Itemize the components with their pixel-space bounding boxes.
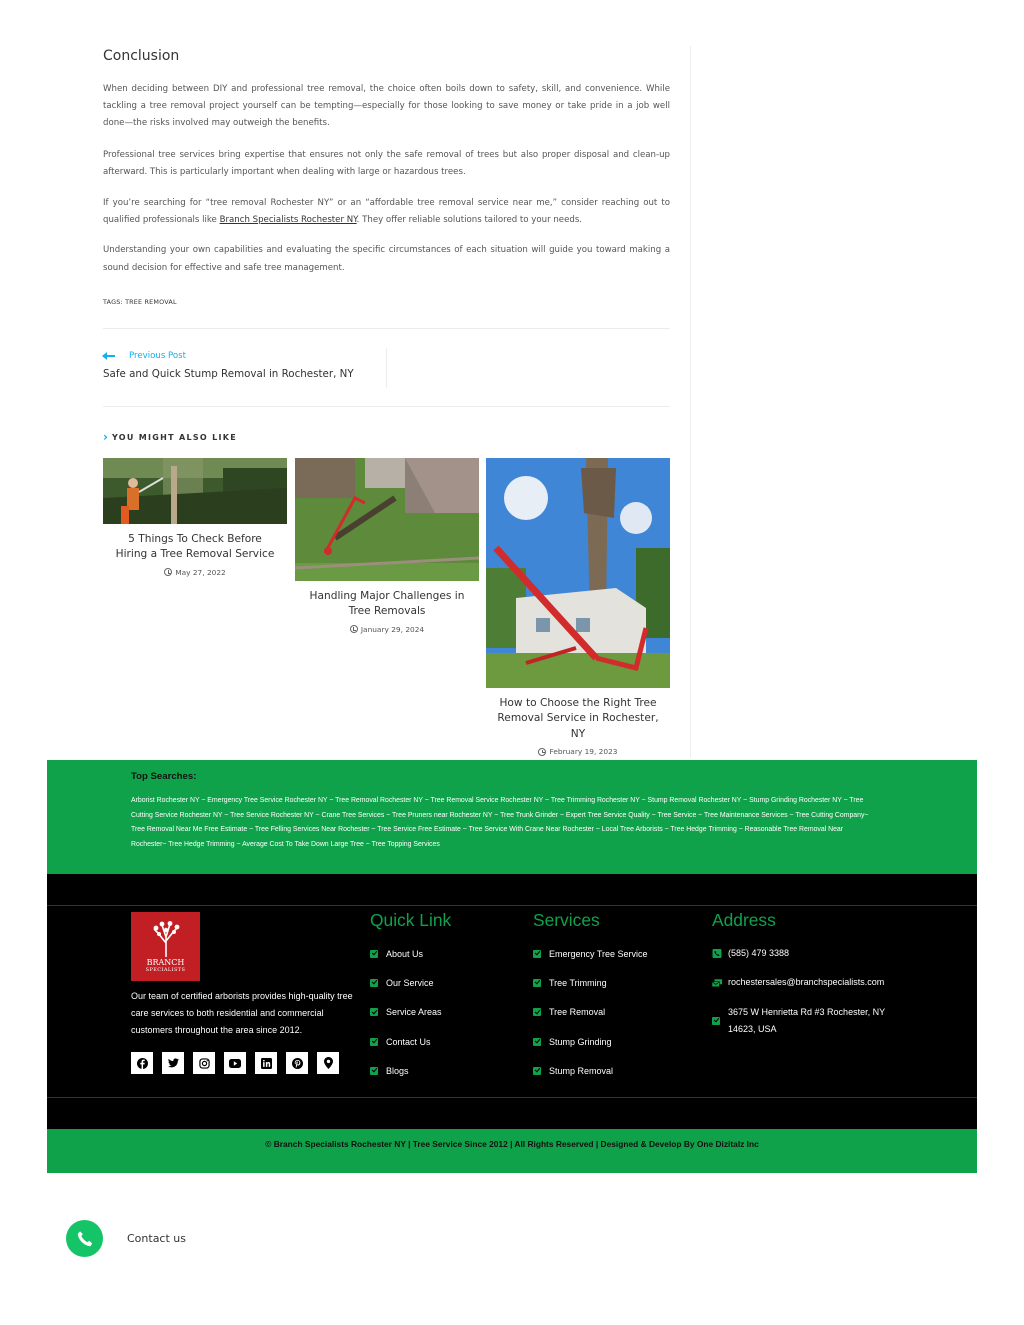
- top-searches-section: [47, 760, 977, 874]
- instagram-icon[interactable]: [193, 1052, 215, 1074]
- related-post-date: [295, 625, 479, 634]
- divider: [103, 406, 670, 407]
- mail-bulk-icon: [712, 979, 722, 987]
- article-body: [103, 46, 670, 757]
- divider: [47, 905, 977, 906]
- related-post-title[interactable]: How to Choose the Right Tree Removal Service in Rochester, NY: [497, 697, 659, 740]
- stump-grinding-link[interactable]: Stump Grinding: [549, 1036, 612, 1047]
- related-post-thumbnail[interactable]: [295, 458, 479, 581]
- date-text: January 29, 2024: [360, 624, 425, 634]
- divider: [47, 1097, 977, 1098]
- contact-us-label[interactable]: Contact us: [123, 1229, 190, 1248]
- quick-links-list: [370, 939, 451, 1085]
- contact-us-link[interactable]: Contact Us: [386, 1036, 431, 1047]
- services-heading: Services: [533, 910, 600, 930]
- tree-logo-icon: [152, 921, 180, 957]
- paragraph: When deciding between DIY and professional tree removal, the choice often boils down to safety, skill, and convenience. While tackling a tree removal project yourself can be tempting—especially for those looking to save money or take pride in a job well done—the risks involved may outweigh the benefits.: [103, 84, 670, 129]
- divider: [103, 328, 670, 329]
- address-column: [712, 908, 902, 1044]
- check-square-icon: [370, 1038, 378, 1046]
- call-button[interactable]: [66, 1220, 103, 1257]
- check-square-icon: [370, 950, 378, 958]
- arrow-left-icon: [103, 355, 115, 357]
- related-post-thumbnail[interactable]: [103, 458, 287, 524]
- top-searches-heading: Top Searches:: [131, 771, 197, 782]
- tags-label: TAGS:: [103, 298, 123, 306]
- related-post-thumbnail[interactable]: [486, 458, 670, 688]
- previous-post-label-text: Previous Post: [129, 351, 187, 361]
- about-text: Our team of certified arborists provides high-quality tree care services to both residential and commercial customers throughout the area since 2012.: [131, 991, 353, 1035]
- related-post-date: [486, 747, 670, 756]
- clock-icon: [350, 625, 358, 633]
- quick-links-heading: Quick Link: [370, 910, 452, 930]
- street-address: 3675 W Henrietta Rd #3 Rochester, NY 14623, USA: [728, 1006, 885, 1034]
- logo-line2: SPECIALISTS: [145, 967, 186, 973]
- list-item: [533, 1027, 648, 1056]
- phone-link[interactable]: (585) 479 3388: [728, 948, 790, 959]
- previous-post-title: Safe and Quick Stump Removal in Rochester, NY: [103, 368, 354, 380]
- phone-item: [712, 939, 902, 968]
- related-post-date: [103, 568, 287, 577]
- related-post-card: [486, 458, 670, 756]
- check-square-icon: [370, 1008, 378, 1016]
- twitter-icon[interactable]: [162, 1052, 184, 1074]
- check-square-icon: [533, 950, 541, 958]
- previous-post-label: [103, 348, 388, 364]
- address-heading: Address: [712, 910, 776, 930]
- section-heading: Conclusion: [103, 48, 180, 64]
- check-square-icon: [533, 1038, 541, 1046]
- logo-line1: BRANCH: [146, 958, 185, 967]
- related-post-title[interactable]: Handling Major Challenges in Tree Removals: [309, 590, 465, 618]
- check-square-icon: [370, 979, 378, 987]
- paragraph-text: . They offer reliable solutions tailored to your needs.: [356, 215, 583, 226]
- our-service-link[interactable]: Our Service: [386, 977, 434, 988]
- divider: [386, 348, 387, 388]
- check-square-icon: [533, 979, 541, 987]
- paragraph: Understanding your own capabilities and evaluating the specific circumstances of each situation will guide you toward making a sound decision for effective and safe tree management.: [103, 245, 670, 273]
- arborist-photo-image: [103, 458, 287, 524]
- top-searches-text: Arborist Rochester NY ~ Emergency Tree Service Rochester NY ~ Tree Removal Rochester NY ~ Tree Removal Service Rochester NY ~ Tree Trimming Rochester NY ~ Stump Removal Rochester NY ~ Stump Grinding Rochester NY ~ Tree Cutting Service Rochester NY ~ Tree Service Rochester NY ~ Crane Tree Services ~ Tree Pruners near Rochester NY ~ Tree Trunk Grinder ~ Expert Tree Service Quality ~ Tree Service ~ Tree Maintenance Services ~ Tree Cutting Company~ Tree Removal Near Me Free Estimate ~ Tree Felling Services Near Rochester ~ Tree Service Free Estimate ~ Tree Service With Crane Near Rochester ~ Local Tree Arborists ~ Tree Hedge Trimming ~ Reasonable Tree Removal Near Rochester~ Tree Hedge Trimming ~ Average Cost To Take Down Large Tree ~ Tree Topping Services: [131, 797, 869, 849]
- check-square-icon: [533, 1008, 541, 1016]
- list-item: [533, 968, 648, 997]
- linkedin-icon[interactable]: [255, 1052, 277, 1074]
- stump-removal-link[interactable]: Stump Removal: [549, 1065, 614, 1076]
- check-square-icon: [370, 1067, 378, 1075]
- related-post-card: [103, 458, 287, 577]
- quick-links-column: [370, 908, 451, 1085]
- social-links: [131, 1052, 339, 1074]
- branch-specialists-logo[interactable]: [131, 912, 200, 981]
- clock-icon: [164, 568, 172, 576]
- about-us-link[interactable]: About Us: [386, 948, 424, 959]
- list-item: [370, 1056, 451, 1085]
- paragraph: Professional tree services bring expertise that ensures not only the safe removal of trees but also proper disposal and clean-up afterward. This is particularly important when dealing with large or hazardous trees.: [103, 149, 670, 177]
- sidebar-divider: [690, 46, 691, 758]
- paragraph-text: If you’re searching for “tree removal Rochester NY” or an “affordable tree removal service near me,” consider reaching out to qualified professionals like: [103, 198, 670, 226]
- copyright-bar: © Branch Specialists Rochester NY | Tree Service Since 2012 | All Rights Reserved | Designed & Develop By One Dizitalz Inc: [47, 1129, 977, 1173]
- email-link[interactable]: rochestersales@branchspecialists.com: [728, 977, 885, 988]
- branch-specialists-link[interactable]: Branch Specialists Rochester NY: [219, 215, 357, 226]
- check-square-icon: [533, 1067, 541, 1075]
- blogs-link[interactable]: Blogs: [386, 1065, 409, 1076]
- emergency-tree-service-link[interactable]: Emergency Tree Service: [549, 948, 648, 959]
- spider-crane-photo-image: [486, 458, 670, 688]
- street-item: [712, 998, 902, 1044]
- services-list: [533, 939, 648, 1085]
- location-icon[interactable]: [317, 1052, 339, 1074]
- list-item: [370, 998, 451, 1027]
- pinterest-icon[interactable]: [286, 1052, 308, 1074]
- logo-text: [131, 959, 200, 973]
- crane-aerial-photo-image: [295, 458, 479, 581]
- email-item: [712, 968, 902, 997]
- related-post-title[interactable]: 5 Things To Check Before Hiring a Tree Removal Service: [115, 533, 275, 561]
- list-item: [370, 939, 451, 968]
- tree-removal-link[interactable]: Tree Removal: [549, 1007, 606, 1018]
- check-square-icon: [712, 1017, 720, 1025]
- list-item: [370, 968, 451, 997]
- contact-us-widget: [66, 1220, 190, 1257]
- tag-link[interactable]: TREE REMOVAL: [125, 298, 177, 306]
- service-areas-link[interactable]: Service Areas: [386, 1007, 442, 1018]
- chevron-right-icon: ›: [103, 430, 108, 444]
- date-text: May 27, 2022: [175, 567, 226, 577]
- list-item: [370, 1027, 451, 1056]
- previous-post-link[interactable]: [103, 348, 388, 390]
- phone-icon: [76, 1230, 94, 1248]
- related-post-card: [295, 458, 479, 634]
- list-item: [533, 1056, 648, 1085]
- related-heading-text: YOU MIGHT ALSO LIKE: [111, 432, 238, 442]
- list-item: [533, 998, 648, 1027]
- related-posts-heading: [103, 430, 237, 444]
- date-text: February 19, 2023: [549, 747, 618, 757]
- tree-trimming-link[interactable]: Tree Trimming: [549, 977, 607, 988]
- paragraph: [103, 195, 670, 229]
- list-item: [533, 939, 648, 968]
- phone-square-icon: [712, 949, 722, 958]
- post-tags: [103, 298, 177, 306]
- facebook-icon[interactable]: [131, 1052, 153, 1074]
- youtube-icon[interactable]: [224, 1052, 246, 1074]
- clock-icon: [538, 748, 546, 756]
- services-column: [533, 908, 648, 1085]
- site-footer: [47, 874, 977, 1129]
